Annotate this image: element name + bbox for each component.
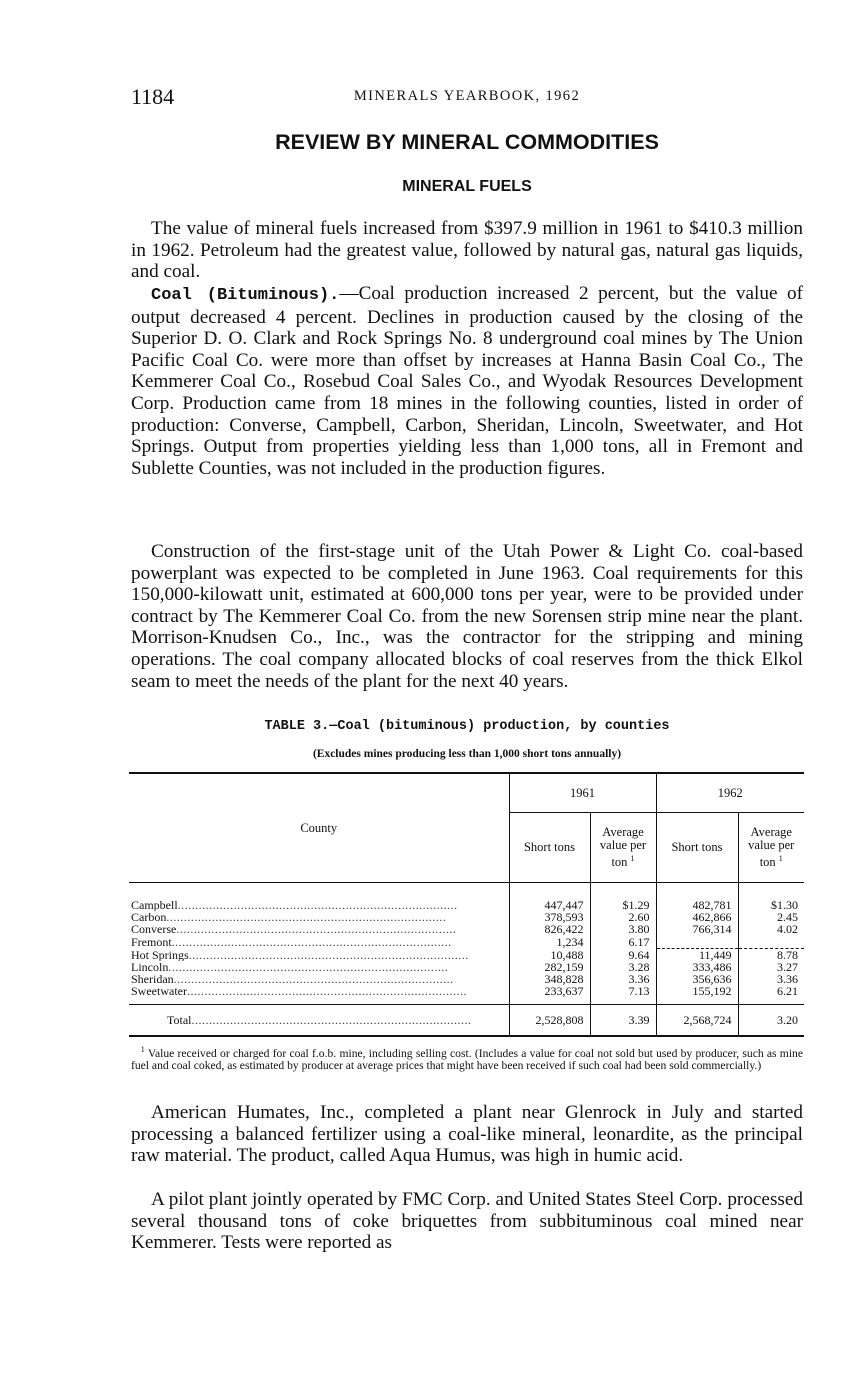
- sub-heading: MINERAL FUELS: [402, 178, 532, 195]
- avg-value-1961: 3.28: [590, 961, 656, 973]
- total-short-tons-1962: 2,568,724: [656, 1004, 738, 1036]
- paragraph-coal-bituminous: [131, 283, 803, 479]
- avg-value-1961: 3.80: [590, 923, 656, 935]
- footnote-marker: 1: [778, 853, 783, 863]
- avg-value-1962: 2.45: [777, 910, 798, 925]
- avg-value-1962: 3.27: [777, 960, 798, 974]
- avg-value-1961: 9.64: [590, 948, 656, 961]
- table-total-row: [129, 1004, 804, 1036]
- year-1962-header: 1962: [656, 773, 804, 813]
- avg-value-1961: $1.29: [590, 883, 656, 912]
- paragraph-text: The value of mineral fuels increased from $397.9 million in 1961 to $410.3 million in 1962. Petroleum had the greatest value, followed by natural gas, natural gas liquids, and coal.: [131, 218, 803, 283]
- county-name: Campbell................................................................................: [129, 883, 509, 912]
- short-tons-1961: 826,422: [509, 923, 590, 935]
- table-title: TABLE 3.—Coal (bituminous) production, by counties: [264, 719, 670, 734]
- total-label: Total................................................................................: [129, 1004, 509, 1036]
- section-heading: REVIEW BY MINERAL COMMODITIES: [275, 130, 659, 154]
- paragraph-lead-in: Coal (Bituminous).: [151, 286, 340, 305]
- footnote-marker: 1: [630, 853, 635, 863]
- short-tons-1961: 447,447: [509, 883, 590, 912]
- avg-header-line: ton: [611, 855, 628, 870]
- short-tons-1962: 11,449: [656, 948, 738, 961]
- table-row: [129, 985, 804, 1004]
- short-tons-1961: 10,488: [509, 948, 590, 961]
- paragraph-powerplant: [131, 541, 803, 692]
- year-1961-header: 1961: [509, 773, 656, 813]
- average-value-1962-header: [738, 813, 804, 883]
- coal-production-table: [129, 772, 804, 1037]
- county-name: Converse................................................................................: [129, 923, 509, 935]
- running-title: MINERALS YEARBOOK, 1962: [353, 88, 581, 104]
- avg-header-line: value per: [599, 837, 647, 852]
- avg-value-1962: $1.30: [771, 898, 798, 912]
- short-tons-1961: 1,234: [509, 936, 590, 949]
- paragraph-text: A pilot plant jointly operated by FMC Corp. and United States Steel Corp. processed several thousand tons of coke briquettes from subbituminous coal mined near Kemmerer. Tests were reported as: [131, 1189, 803, 1254]
- avg-header-line: ton: [759, 855, 776, 870]
- paragraph-text: American Humates, Inc., completed a plant near Glenrock in July and started processing a balanced fertilizer using a coal-like mineral, leonardite, as the principal raw material. The product, called Aqua Humus, was high in humic acid.: [131, 1102, 803, 1167]
- short-tons-1962: [656, 936, 738, 949]
- table-row: [129, 936, 804, 949]
- avg-value-1962: 6.21: [777, 984, 798, 999]
- average-value-1961-header: [590, 813, 656, 883]
- avg-value-1961: 7.13: [590, 985, 656, 1004]
- avg-value-1961: 3.36: [590, 973, 656, 985]
- short-tons-1961: 348,828: [509, 973, 590, 985]
- short-tons-1962: 333,486: [656, 961, 738, 973]
- county-name: Sheridan................................................................................: [129, 973, 509, 985]
- footnote-marker: 1: [140, 1045, 145, 1054]
- county-name: Lincoln................................................................................: [129, 961, 509, 973]
- avg-header-line: Average: [602, 824, 644, 839]
- table-row: [129, 923, 804, 935]
- short-tons-1962: 356,636: [656, 973, 738, 985]
- avg-value-1962: 4.02: [777, 922, 798, 937]
- short-tons-1961-header: Short tons: [509, 813, 590, 883]
- avg-value-1962: 3.36: [777, 972, 798, 987]
- short-tons-1961: 378,593: [509, 911, 590, 923]
- paragraph-mineral-fuels-value: [131, 218, 803, 283]
- paragraph-text: —Coal production increased 2 percent, but the value of output decreased 4 percent. Declines in production caused by the closing of the Superior D. O. Clark and Rock Springs No. 8 underground coal mines by The Union Pacific Coal Co. were more than offset by increases at Hanna Basin Coal Co., The Kemmerer Coal Co., Rosebud Coal Sales Co., and Wyodak Resources Development Corp. Production came from 18 mines in the following counties, listed in order of production: Converse, Campbell, Carbon, Sheridan, Lincoln, Sweetwater, and Hot Springs. Output from properties yielding less than 1,000 tons, all in Fremont and Sublette Counties, was not included in the production figures.: [131, 283, 803, 479]
- county-column-header: County: [129, 773, 509, 883]
- total-avg-value-1962: 3.20: [738, 1004, 804, 1036]
- avg-value-1962: [738, 936, 804, 949]
- total-avg-value-1961: 3.39: [590, 1004, 656, 1036]
- avg-header-line: Average: [750, 824, 792, 839]
- avg-value-1962: 8.78: [777, 947, 798, 962]
- total-short-tons-1961: 2,528,808: [509, 1004, 590, 1036]
- county-name: Carbon................................................................................: [129, 911, 509, 923]
- short-tons-1961: 233,637: [509, 985, 590, 1004]
- avg-header-line: value per: [748, 837, 795, 852]
- paragraph-american-humates: [131, 1102, 803, 1167]
- short-tons-1962: 155,192: [656, 985, 738, 1004]
- avg-value-1961: 6.17: [590, 936, 656, 949]
- short-tons-1961: 282,159: [509, 961, 590, 973]
- short-tons-1962: 482,781: [656, 883, 738, 912]
- table-row: [129, 883, 804, 912]
- county-name: Hot Springs................................................................................: [129, 948, 509, 961]
- avg-value-1961: 2.60: [590, 911, 656, 923]
- short-tons-1962: 766,314: [656, 923, 738, 935]
- table-note: (Excludes mines producing less than 1,000 short tons annually): [312, 748, 622, 760]
- page-number: 1184: [131, 84, 175, 109]
- short-tons-1962: 462,866: [656, 911, 738, 923]
- county-name: Sweetwater................................................................................: [129, 985, 509, 1004]
- footnote-text: Value received or charged for coal f.o.b. mine, including selling cost. (Includes a value for coal not sold but used by producer, such as mine fuel and coal coked, as estimated by producer at average prices that might have been received if such coal had been sold commercially.): [131, 1046, 803, 1072]
- table-footnote: [131, 1044, 803, 1072]
- county-name: Fremont................................................................................: [129, 936, 509, 949]
- paragraph-pilot-plant: [131, 1189, 803, 1254]
- paragraph-text: Construction of the first-stage unit of the Utah Power & Light Co. coal-based powerplant was expected to be completed in June 1963. Coal requirements for this 150,000-kilowatt unit, estimated at 600,000 tons per year, were to be provided under contract by The Kemmerer Coal Co. from the new Sorensen strip mine near the plant. Morrison-Knudsen Co., Inc., was the contractor for the stripping and mining operations. The coal company allocated blocks of coal reserves from the thick Elkol seam to meet the needs of the plant for the next 40 years.: [131, 541, 803, 692]
- running-header: [131, 84, 803, 114]
- short-tons-1962-header: Short tons: [656, 813, 738, 883]
